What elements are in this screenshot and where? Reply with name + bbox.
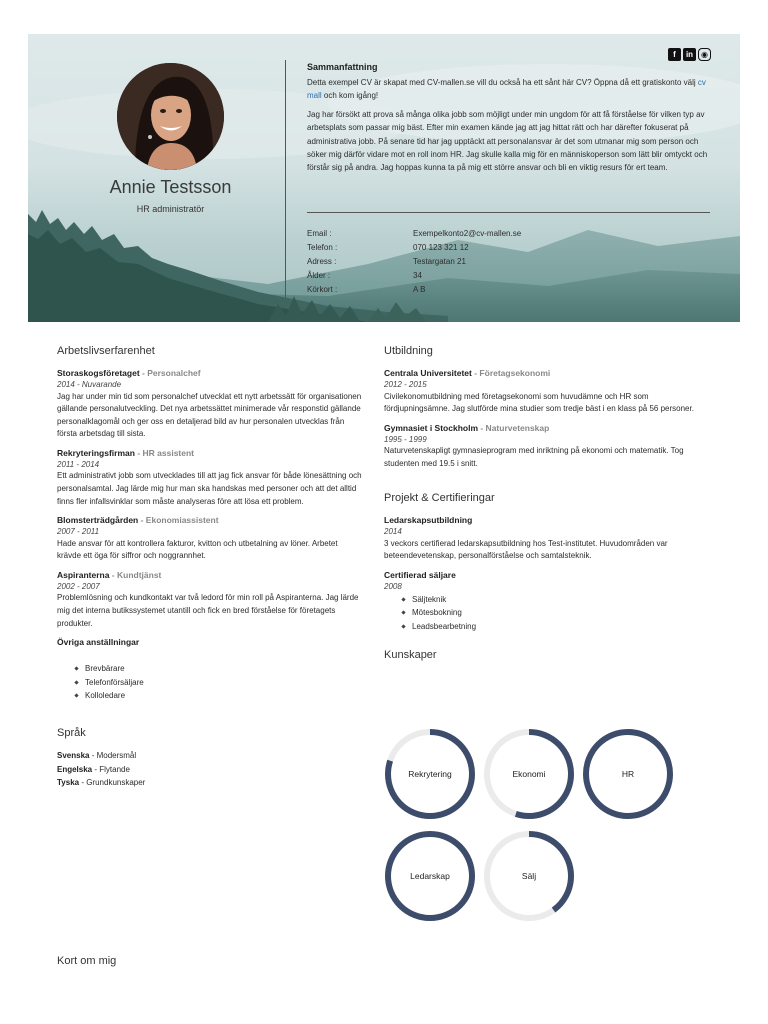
portrait-image [117, 63, 224, 170]
work-date: 2002 - 2007 [57, 581, 100, 591]
language-level: - Grundkunskaper [79, 778, 146, 788]
job-role: - Kundtjänst [109, 569, 162, 580]
age-value: 34 [413, 270, 422, 280]
address-value: Testargatan 21 [413, 256, 466, 266]
linkedin-icon[interactable]: in [683, 48, 696, 61]
social-links [668, 48, 711, 61]
work-item [57, 569, 362, 630]
summary-paragraph-body: Jag har försökt att prova så många olika jobb som möjligt under min ungdom för att få förståelse för vilken typ av arbetsplats som passar mig bäst. Efter min examen kände jag att jag hittat rätt och har därefter fokuserat på administrativa jobb. På senare tid har jag upptäckt att personalansvar är det som utmanar mig som person och söker mig därför vidare mot en roll inom HR. Jag skulle kalla mig för en människoperson som lätt blir omtyckt och förstår sig på andra. Jag hoppas kunna ta på mig ett större ansvar och bli en viktig resurs för ert team. [307, 109, 708, 173]
project-date: 2014 [384, 527, 402, 537]
education-description: Civilekonomutbildning med företagsekonomi som huvudämne och HR som fördjupningsämne. Jag slutförde mina studier som tredje bäst i en klass på 56 personer. [384, 391, 694, 414]
project-description: 3 veckors certifierad ledarskapsutbildning hos Test-institutet. Huvudområden var beteendevetenskap, personalförståelse och samtalsteknik. [384, 538, 668, 561]
instagram-icon[interactable]: ◉ [698, 48, 711, 61]
list-item: Mötesbokning [402, 606, 714, 620]
contact-label: Ålder : [307, 270, 331, 280]
project-name: Certifierad säljare [384, 570, 456, 581]
list-item: Leadsbearbetning [402, 620, 714, 634]
contact-info [307, 227, 707, 296]
list-item: Telefonförsäljare [75, 676, 362, 690]
work-date: 2011 - 2014 [57, 459, 100, 469]
skill-label: Rekrytering [408, 769, 452, 779]
work-item [57, 367, 362, 441]
contact-label: Adress : [307, 256, 337, 266]
list-item: Säljteknik [402, 593, 714, 607]
profile-photo [117, 63, 224, 170]
skill-label: Sälj [521, 871, 537, 881]
company-name: Storaskogsföretaget [57, 368, 140, 378]
study-field: - Naturvetenskap [478, 422, 550, 433]
skill-label: HR [621, 769, 635, 779]
summary-section [307, 62, 712, 175]
work-date: 2007 - 2011 [57, 527, 100, 537]
cv-mall-link[interactable]: cv mall [307, 78, 706, 101]
work-item-title [57, 367, 362, 379]
skill-circle [582, 728, 674, 820]
summary-intro-text: Detta exempel CV är skapat med CV-mallen.se vill du också ha ett sånt här CV? Öppna då ett gratiskonto välj [307, 78, 698, 87]
company-name: Aspiranterna [57, 569, 110, 580]
job-role: - Ekonomiassistent [138, 515, 219, 526]
header-divider-horizontal [307, 212, 710, 213]
summary-heading: Sammanfattning [307, 62, 378, 72]
language-name: Tyska [57, 778, 80, 788]
education-heading: Utbildning [384, 345, 433, 357]
left-column [57, 345, 362, 790]
contact-label: Telefon : [307, 243, 338, 253]
contact-row-email [307, 227, 707, 241]
project-bullets [402, 593, 714, 634]
work-item-title [57, 569, 362, 581]
skills-grid [384, 728, 684, 918]
work-heading: Arbetslivserfarenhet [57, 345, 155, 357]
skills-heading: Kunskaper [384, 649, 437, 662]
skill-circle [384, 830, 476, 922]
contact-label: Körkort : [307, 284, 338, 294]
right-column [384, 345, 714, 671]
contact-row-license [307, 282, 707, 296]
skill-label: Ledarskap [410, 871, 450, 881]
language-item [57, 749, 362, 763]
company-name: Rekryteringsfirman [57, 447, 135, 458]
project-item [384, 514, 714, 563]
language-name: Svenska [57, 750, 90, 760]
work-description: Ett administrativt jobb som utvecklades till att jag fick ansvar för både lönesättning och personalsamtal. Jag lärde mig hur man ska handskas med personer och att det alltid finns fler infallsvinklar som måste analyseras före att lösa ett problem. [57, 471, 362, 506]
summary-paragraph-intro [307, 76, 712, 103]
language-item [57, 763, 362, 777]
project-date: 2008 [384, 582, 402, 592]
education-date: 1995 - 1999 [384, 434, 427, 444]
work-description: Hade ansvar för att kontrollera fakturor, kvitton och utbetalning av löner. Arbetet krävde ett öga för siffror och noggrannhet. [57, 538, 338, 561]
other-jobs-list [75, 662, 362, 703]
facebook-icon[interactable]: f [668, 48, 681, 61]
education-item-title [384, 422, 714, 434]
projects-heading: Projekt & Certifieringar [384, 492, 495, 505]
language-level: - Modersmål [89, 750, 137, 760]
school-name: Centrala Universitetet [384, 368, 472, 378]
work-item-title [57, 514, 362, 526]
profile-name: Annie Testsson [109, 177, 232, 197]
email-value[interactable]: Exempelkonto2@cv-mallen.se [413, 229, 522, 239]
skill-circle [384, 728, 476, 820]
other-jobs-heading: Övriga anställningar [57, 637, 140, 648]
work-item-title [57, 447, 362, 459]
work-description: Jag har under min tid som personalchef utvecklat ett nytt arbetssätt för organisationen gällande personalutveckling. Det nya arbetssättet minimerade vår responstid gällande personalklagomål och ger oss en detaljerad bild av hur personalen utvecklas från första arbetsdag till sista. [57, 391, 362, 439]
education-item [384, 367, 714, 416]
job-role: - Personalchef [139, 368, 201, 378]
work-description: Problemlösning och kundkontakt var två ledord för min roll på Aspiranterna. Jag lärde mig det interna butikssystemet utantill och fick en bred förståelse för företagets produkter. [57, 593, 359, 628]
work-item [57, 514, 362, 563]
contact-row-phone [307, 241, 707, 255]
contact-label: Email : [307, 229, 332, 239]
list-item: Brevbärare [75, 662, 362, 676]
work-date: 2014 - Nuvarande [57, 380, 122, 389]
school-name: Gymnasiet i Stockholm [384, 422, 478, 433]
project-item [384, 569, 714, 633]
study-field: - Företagsekonomi [471, 368, 551, 378]
license-value: A B [413, 284, 426, 294]
job-role: - HR assistent [134, 447, 194, 458]
languages-heading: Språk [57, 726, 86, 739]
education-item [384, 422, 714, 471]
header-divider-vertical [285, 60, 286, 298]
contact-row-age [307, 268, 707, 282]
education-item-title [384, 367, 714, 379]
skill-circle [483, 830, 575, 922]
summary-intro-tail: och kom igång! [321, 91, 379, 101]
profile-title: HR administratör [136, 204, 205, 214]
contact-row-address [307, 255, 707, 269]
phone-value: 070 123 321 12 [413, 243, 469, 253]
education-date: 2012 - 2015 [384, 380, 427, 389]
project-name: Ledarskapsutbildning [384, 515, 473, 526]
company-name: Blomsterträdgården [57, 515, 139, 526]
about-heading: Kort om mig [57, 955, 117, 967]
education-description: Naturvetenskapligt gymnasieprogram med inriktning på ekonomi och matematik. Tog studenten med 19.5 i snitt. [384, 446, 684, 468]
language-name: Engelska [57, 764, 93, 774]
skill-circle [483, 728, 575, 820]
work-item [57, 447, 362, 508]
list-item: Kolloledare [75, 689, 362, 703]
language-level: - Flytande [92, 764, 130, 774]
language-item [57, 776, 362, 790]
cv-header [28, 34, 740, 322]
skill-label: Ekonomi [512, 769, 546, 779]
